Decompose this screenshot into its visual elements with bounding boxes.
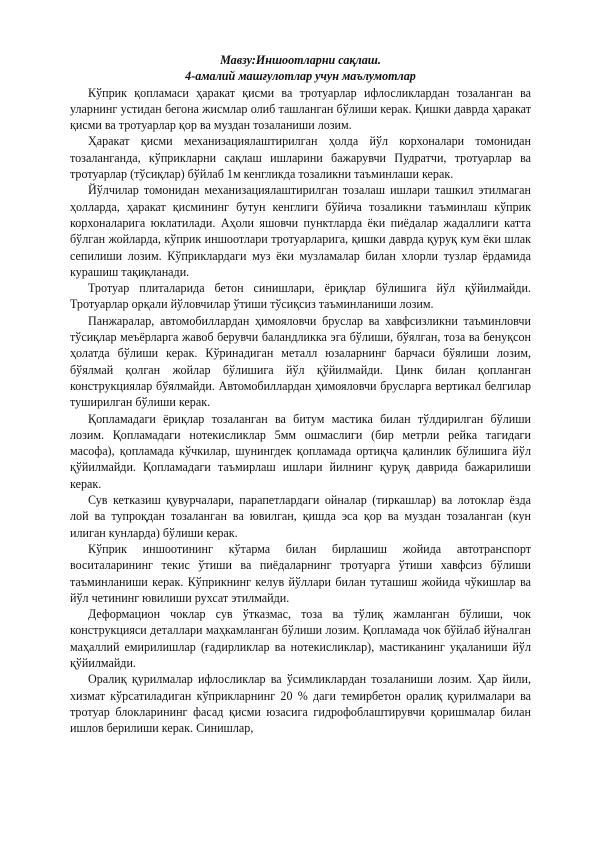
topic-heading: Мавзу:Иншоотларни сақлаш.	[220, 53, 381, 67]
paragraph-deck-cleaning: Кўприк қопламаси ҳаракат қисми ва тротуарлар ифлосликлардан тозаланган ва уларнинг устидан бегона жисмлар олиб ташланган бўлиши керак. Қишки даврда ҳаракат қисми ва тротуарлар қор ва муздан тозаланиши лозим.	[70, 85, 531, 133]
paragraph-spans: Оралиқ қурилмалар ифлосликлар ва ўсимликлардан тозаланиши лозим. Ҳар йили, хизмат кўрсатиладиган кўприкларнинг 20 % даги темирбетон оралиқ қурилмалари ва тротуар блокларининг фасад қисми юзасига гидрофоблаштирувчи қоришмалар билан ишлов берилиши керак. Синишлар,	[70, 672, 531, 736]
paragraph-railings: Панжаралар, автомобиллардан ҳимояловчи бруслар ва хавфсизликни таъминловчи тўсиқлар меъёрларга жавоб берувчи баландликка эга бўлиши, бўялган, тоза ва бенуқсон ҳолатда бўлиши керак. Кўринадиган металл юзаларнинг барчаси бўялиши лозим, бўялмай қолган жойлар бўлишига йўл қўйилмайди. Цинк билан қопланган конструкциялар бўялмайди. Автомобиллардан ҳимояловчи брусларга вертикал белгилар туширилган бўлиши керак.	[70, 313, 531, 410]
paragraph-expansion-joints: Деформацион чоклар сув ўтказмас, тоза ва тўлиқ жамланган бўлиши, чок конструкцияси деталлари маҳкамланган бўлиши лозим. Қопламада чок бўйлаб йўналган маҳаллий емирилишлар (ғадирликлар ва нотекисликлар), мастиканинг уқаланиши йўл қўйилмайди.	[70, 607, 531, 670]
subtitle-heading: 4-амалий машғулотлар учун маълумотлар	[185, 69, 416, 84]
paragraph-mechanized-cleaning: Йўлчилар томонидан механизациялаштирилган тозалаш ишлари ташкил этилмаган ҳолларда, ҳаракат қисмининг бутун кенглиги бўйича тозаликни таъминлаш кўприк корхоналарига юклатилади. Аҳоли яшовчи пунктларда ёки пиёдалар жадаллиги катта бўлган жойларда, кўприк иншоотлари тротуарларига, қишки даврда қуруқ кум ёки шлак сепилиши лозим. Кўприклардаги муз ёки музламалар билан хлорли тузлар ёрдамида курашиш тақиқланади.	[70, 183, 531, 279]
paragraph-sidewalk-plates: Тротуар плиталарида бетон синишлари, ёриқлар бўлишига йўл қўйилмайди. Тротуарлар орқали йўловчилар ўтиши тўсиқсиз таъминланиши лозим.	[70, 281, 531, 312]
document-page	[70, 52, 531, 736]
paragraph-embankment-junction: Кўприк иншоотининг кўтарма билан бирлашиш жойида автотранспорт воситаларининг текис ўтиши ва пиёдаларнинг тротуарга ўтиши хавфсиз бўлиши таъминланиши керак. Кўприкнинг келув йўллари билан туташиш жойида чўкишлар ва йўл четининг ювилиши рухсат этилмайди.	[70, 541, 531, 605]
paragraph-drainage: Сув кетказиш қувурчалари, парапетлардаги ойналар (тиркашлар) ва лотоклар ёзда лой ва тупроқдан тозаланган ва ювилган, қишда эса қор ва муздан тозаланган (кун илиган кунларда) бўлиши керак.	[70, 493, 531, 540]
paragraph-pavement-cracks: Қопламадаги ёриқлар тозаланган ва битум мастика билан тўлдирилган бўлиши лозим. Қопламадаги нотекисликлар 5мм ошмаслиги (бир метрли рейка тагидаги масофа), қопламада кўчкилар, шунингдек қопламада ортиқча қалинлик бўлишига йўл қўйилмайди. Қопламадаги таъмирлаш ишлари йилнинг қуруқ даврида бажарилиши керак.	[70, 411, 531, 491]
paragraph-contractor-duty: Ҳаракат қисми механизациялаштирилган ҳолда йўл корхоналари томонидан тозаланганда, кўприкларни сақлаш ишларини бажарувчи Пудратчи, тротуарлар ва тротуарлар (тўсиқлар) бўйлаб 1м кенгликда тозаликни таъминлаши керак.	[70, 134, 531, 182]
